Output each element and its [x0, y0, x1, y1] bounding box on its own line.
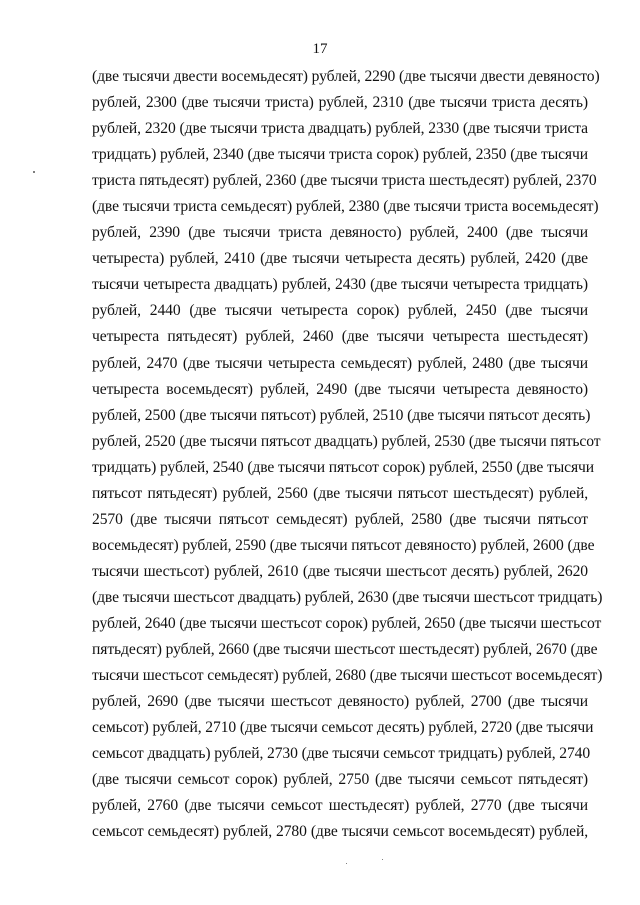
text-line: 2570 (две тысячи пятьсот семьдесят) рублей, 2580 (две тысячи пятьсот: [92, 510, 588, 528]
text-line: (две тысячи триста семьдесят) рублей, 2380 (две тысячи триста восемьдесят): [92, 198, 599, 216]
body-text: [92, 64, 603, 845]
text-line: рублей, 2760 (две тысячи семьсот шестьдесят) рублей, 2770 (две тысячи: [92, 797, 588, 815]
text-line: (две тысячи двести восемьдесят) рублей, 2290 (две тысячи двести девяносто): [92, 68, 600, 85]
scan-speck: [346, 863, 347, 864]
text-line: тридцать) рублей, 2540 (две тысячи пятьсот сорок) рублей, 2550 (две тысячи: [92, 458, 595, 476]
text-line: четыреста) рублей, 2410 (две тысячи четыреста десять) рублей, 2420 (две: [92, 250, 588, 268]
text-line: четыреста пятьдесят) рублей, 2460 (две тысячи четыреста шестьдесят): [92, 328, 588, 346]
text-line: рублей, 2390 (две тысячи триста девяносто) рублей, 2400 (две тысячи: [92, 224, 588, 242]
text-line: тридцать) рублей, 2340 (две тысячи триста сорок) рублей, 2350 (две тысячи: [92, 146, 588, 164]
text-line: тысячи шестьсот семьдесят) рублей, 2680 (две тысячи шестьсот восемьдесят): [92, 667, 603, 685]
text-line: рублей, 2640 (две тысячи шестьсот сорок) рублей, 2650 (две тысячи шестьсот: [92, 614, 602, 632]
text-line: семьсот) рублей, 2710 (две тысячи семьсот десять) рублей, 2720 (две тысячи: [92, 719, 594, 737]
text-line: (две тысячи шестьсот двадцать) рублей, 2630 (две тысячи шестьсот тридцать): [92, 588, 603, 606]
text-line: рублей, 2520 (две тысячи пятьсот двадцать) рублей, 2530 (две тысячи пятьсот: [92, 432, 601, 450]
text-line: семьсот двадцать) рублей, 2730 (две тысячи семьсот тридцать) рублей, 2740: [92, 745, 591, 763]
text-line: четыреста восемьдесят) рублей, 2490 (две тысячи четыреста девяносто): [92, 380, 588, 398]
text-line: (две тысячи семьсот сорок) рублей, 2750 (две тысячи семьсот пятьдесят): [92, 771, 588, 789]
text-line: рублей, 2440 (две тысячи четыреста сорок) рублей, 2450 (две тысячи: [92, 302, 588, 320]
text-line: пятьсот пятьдесят) рублей, 2560 (две тысячи пятьсот шестьдесят) рублей,: [92, 484, 588, 502]
text-line: семьсот семьдесят) рублей, 2780 (две тысячи семьсот восемьдесят) рублей,: [92, 823, 588, 841]
text-line: рублей, 2320 (две тысячи триста двадцать) рублей, 2330 (две тысячи триста: [92, 120, 588, 138]
text-line: тысячи четыреста двадцать) рублей, 2430 (две тысячи четыреста тридцать): [92, 276, 588, 294]
text-line: триста пятьдесят) рублей, 2360 (две тысячи триста шестьдесят) рублей, 2370: [92, 172, 597, 190]
text-line: рублей, 2690 (две тысячи шестьсот девяносто) рублей, 2700 (две тысячи: [92, 693, 588, 711]
text-line: рублей, 2300 (две тысячи триста) рублей, 2310 (две тысячи триста десять): [92, 94, 588, 112]
page-number: 17: [312, 41, 328, 57]
text-line: тысячи шестьсот) рублей, 2610 (две тысячи шестьсот десять) рублей, 2620: [92, 562, 588, 580]
text-line: пятьдесят) рублей, 2660 (две тысячи шестьсот шестьдесят) рублей, 2670 (две: [92, 641, 598, 659]
text-line: восемьдесят) рублей, 2590 (две тысячи пятьсот девяносто) рублей, 2600 (две: [92, 536, 595, 554]
text-line: рублей, 2470 (две тысячи четыреста семьдесят) рублей, 2480 (две тысячи: [92, 354, 588, 372]
text-line: рублей, 2500 (две тысячи пятьсот) рублей, 2510 (две тысячи пятьсот десять): [92, 406, 591, 424]
scan-speck: [382, 859, 383, 860]
scan-speck: [33, 171, 35, 173]
